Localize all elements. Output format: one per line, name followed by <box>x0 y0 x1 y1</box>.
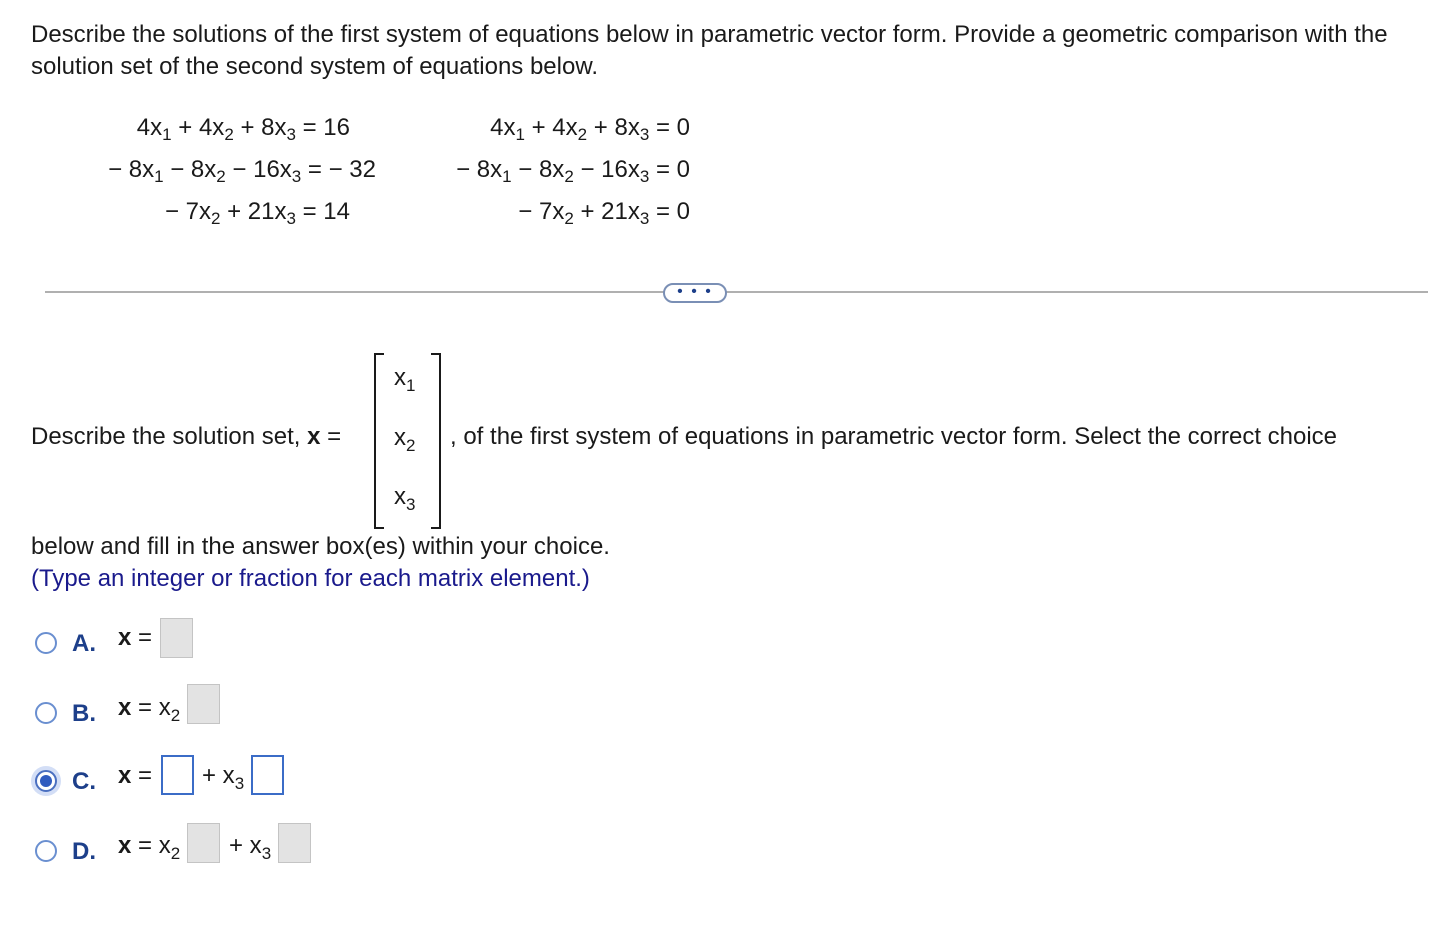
matrix-entry-x2: $x_2$ <box>394 424 416 455</box>
option-d-label: D. <box>72 838 96 865</box>
option-d-plus-x3: + $x_3$ <box>229 832 272 863</box>
option-c-expression: x = <box>118 762 153 789</box>
radio-option-d[interactable] <box>35 840 57 862</box>
system1-eq1: $4x_1 + 4x_2 + 8x_3 = 16$ <box>136 114 350 144</box>
option-b-answer-box[interactable] <box>187 684 220 724</box>
system1-eq3: − $7x_2 + 21x_3 = 14$ <box>164 198 350 228</box>
option-c-plus-x3: + $x_3$ <box>202 762 245 793</box>
option-c-answer-box-2[interactable] <box>251 755 284 795</box>
radio-option-a[interactable] <box>35 632 57 654</box>
system2-eq1: $4x_1 + 4x_2 + 8x_3 = 0$ <box>490 114 690 144</box>
answer-hint: (Type an integer or fraction for each matrix element.) <box>31 565 590 592</box>
radio-option-c[interactable] <box>35 770 57 792</box>
system2-eq2: − $8x_1 - 8x_2 - 16x_3 = 0$ <box>456 156 690 186</box>
option-b-label: B. <box>72 700 96 727</box>
option-c-label: C. <box>72 768 96 795</box>
option-c-answer-box-1[interactable] <box>161 755 194 795</box>
question-text-start: Describe the solution set, x = <box>31 423 342 450</box>
system1-eq2: − $8x_1 - 8x_2 - 16x_3$ = − 32 <box>108 156 376 186</box>
option-d-expression: $x = x_2$ <box>118 832 181 863</box>
option-d-answer-box-2[interactable] <box>278 823 311 863</box>
option-d-answer-box-1[interactable] <box>187 823 220 863</box>
show-more-button[interactable]: • • • <box>663 283 727 303</box>
question-text-end: , of the first system of equations in parametric vector form. Select the correct choice <box>450 423 1338 450</box>
matrix-entry-x3: $x_3$ <box>394 483 416 514</box>
option-b-expression: $x = x_2$ <box>118 694 181 725</box>
option-a-label: A. <box>72 630 96 657</box>
problem-prompt: Describe the solutions of the first system of equations below in parametric vector form. Provide a geometric comparison with the solution set of the second system of equations below. <box>31 21 1388 80</box>
system2-eq3: − $7x_2 + 21x_3 = 0$ <box>518 198 690 228</box>
option-a-answer-box[interactable] <box>160 618 193 658</box>
radio-option-b[interactable] <box>35 702 57 724</box>
question-text-line2: below and fill in the answer box(es) within your choice. <box>31 533 610 560</box>
matrix-entry-x1: $x_1$ <box>394 364 416 395</box>
matrix-left-bracket <box>374 353 384 529</box>
option-a-expression: x = <box>118 624 153 651</box>
section-divider <box>45 291 1428 293</box>
matrix-right-bracket <box>431 353 441 529</box>
